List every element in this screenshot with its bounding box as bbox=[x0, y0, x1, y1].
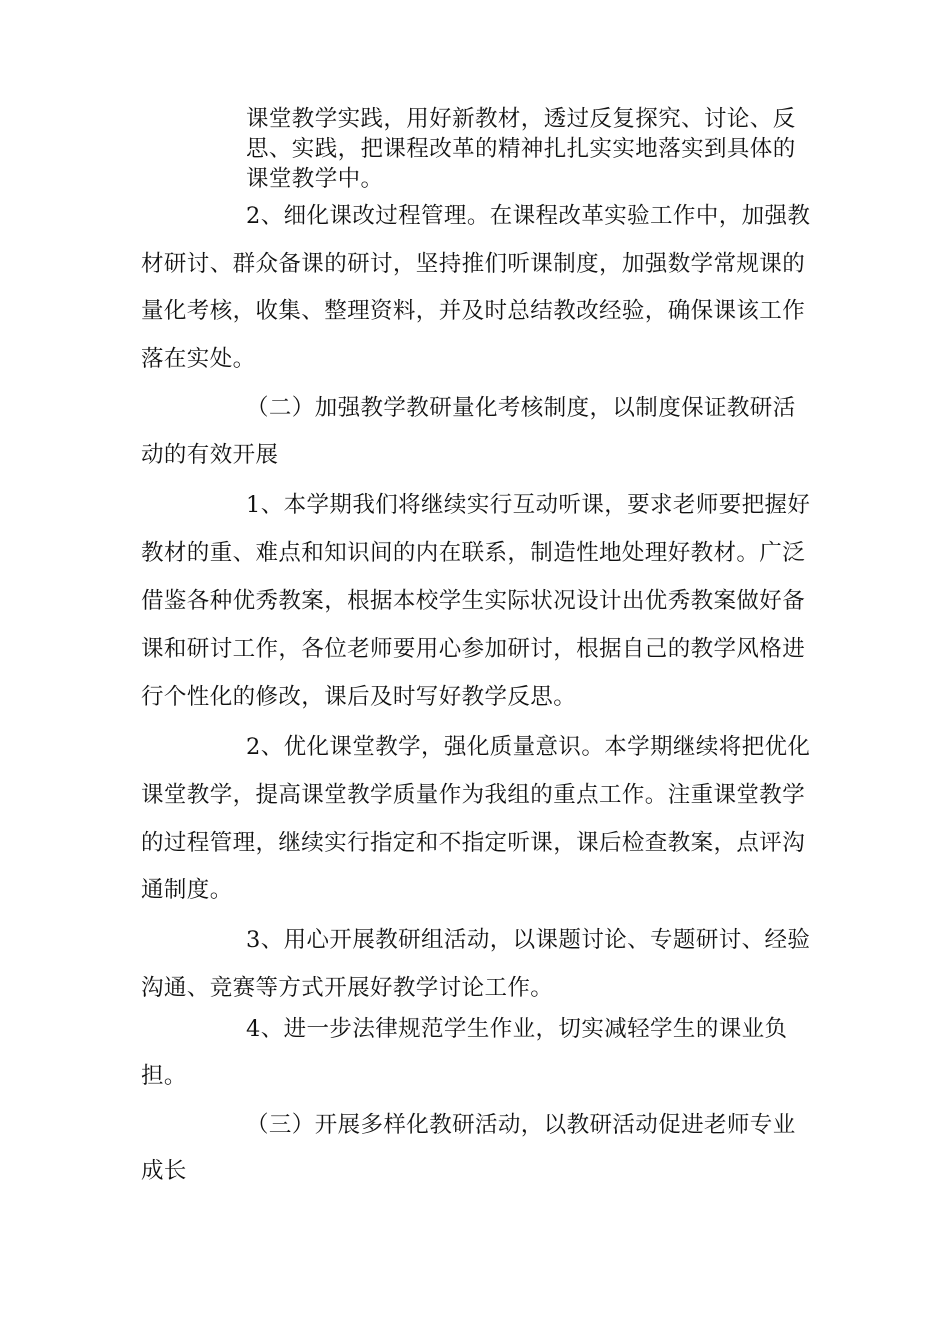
text-line: 的过程管理，继续实行指定和不指定听课，课后检查教案，点评沟 bbox=[141, 830, 806, 856]
text-line: 课和研讨工作，各位老师要用心参加研讨，根据自己的教学风格进 bbox=[141, 636, 806, 662]
text-line: 借鉴各种优秀教案，根据本校学生实际状况设计出优秀教案做好备 bbox=[141, 588, 806, 614]
text-line: 教材的重、难点和知识间的内在联系，制造性地处理好教材。广泛 bbox=[141, 540, 806, 566]
text-line: 4、进一步法律规范学生作业，切实减轻学生的课业负 bbox=[246, 1016, 788, 1042]
text-line: 3、用心开展教研组活动，以课题讨论、专题研讨、经验 bbox=[246, 927, 811, 953]
text-line: 课堂教学中。 bbox=[246, 166, 384, 192]
section-heading-cont: 成长 bbox=[141, 1158, 187, 1184]
text-line: 课堂教学实践，用好新教材，透过反复探究、讨论、反 bbox=[246, 106, 796, 132]
section-heading-cont: 动的有效开展 bbox=[141, 442, 279, 468]
text-line: 1、本学期我们将继续实行互动听课，要求老师要把握好 bbox=[246, 492, 811, 518]
text-line: 思、实践，把课程改革的精神扎扎实实地落实到具体的 bbox=[246, 136, 796, 162]
text-line: 量化考核，收集、整理资料，并及时总结教改经验，确保课该工作 bbox=[141, 298, 806, 324]
section-heading: （三）开展多样化教研活动，以教研活动促进老师专业 bbox=[246, 1112, 796, 1138]
text-line: 担。 bbox=[141, 1063, 187, 1089]
text-line: 落在实处。 bbox=[141, 346, 256, 372]
text-line: 2、细化课改过程管理。在课程改革实验工作中，加强教 bbox=[246, 203, 811, 229]
section-heading: （二）加强教学教研量化考核制度，以制度保证教研活 bbox=[246, 395, 796, 421]
text-line: 行个性化的修改，课后及时写好教学反思。 bbox=[141, 684, 577, 710]
text-line: 2、优化课堂教学，强化质量意识。本学期继续将把优化 bbox=[246, 734, 811, 760]
text-line: 课堂教学，提高课堂教学质量作为我组的重点工作。注重课堂教学 bbox=[141, 782, 806, 808]
text-line: 材研讨、群众备课的研讨，坚持推们听课制度，加强数学常规课的 bbox=[141, 251, 806, 277]
text-line: 沟通、竞赛等方式开展好教学讨论工作。 bbox=[141, 975, 554, 1001]
text-line: 通制度。 bbox=[141, 877, 233, 903]
